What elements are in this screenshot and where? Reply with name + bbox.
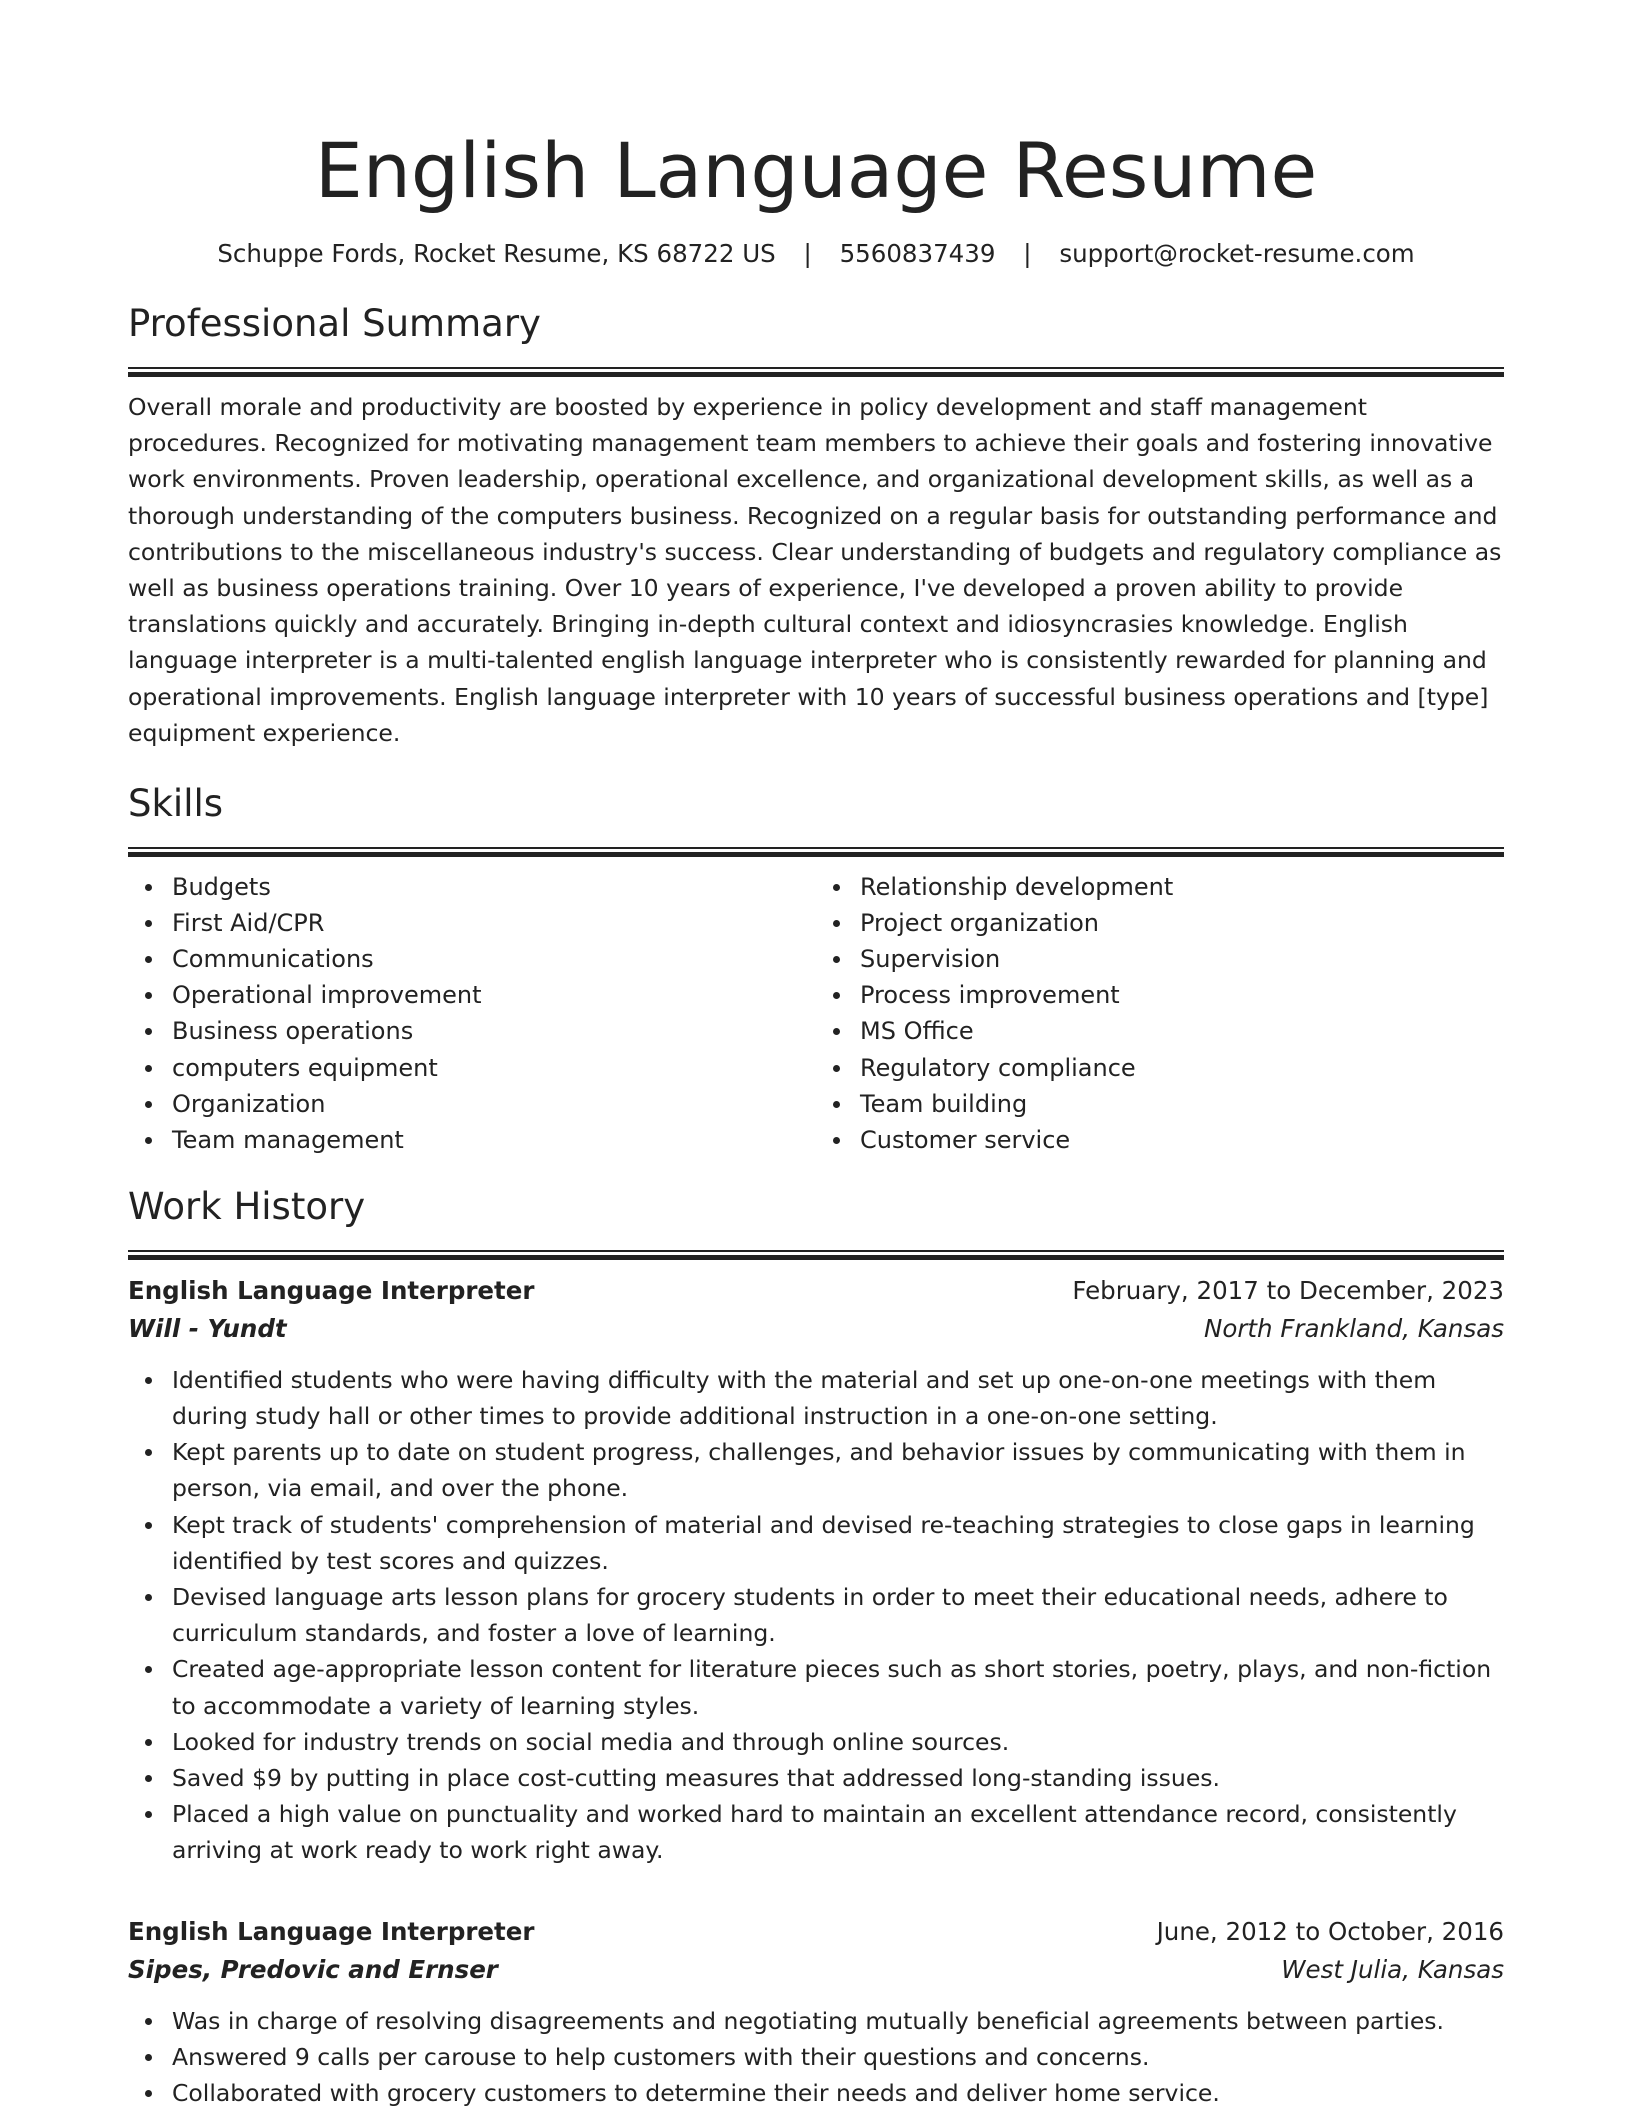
job-bullet: Kept track of students' comprehension of material and devised re-teaching strategies to close gaps in learning identified by test scores and quizzes.: [172, 1507, 1504, 1579]
job-bullet: Identified students who were having difficulty with the material and set up one-on-one meetings with them during study hall or other times to provide additional instruction in a one-on-one setting.: [172, 1362, 1504, 1434]
job-bullet: Answered 9 calls per carouse to help customers with their questions and concerns.: [172, 2039, 1504, 2075]
professional-summary-section: [128, 299, 1504, 751]
skill-item: MS Office: [860, 1013, 1504, 1049]
skill-item: Budgets: [172, 869, 816, 905]
job-company: Sipes, Predovic and Ernser: [128, 1954, 498, 1984]
job-company: Will - Yundt: [128, 1313, 287, 1343]
job-bullet: Kept parents up to date on student progress, challenges, and behavior issues by communicating with them in person, via email, and over the phone.: [172, 1434, 1504, 1506]
job-bullet: Created age-appropriate lesson content for literature pieces such as short stories, poetry, plays, and non-fiction to accommodate a variety of learning styles.: [172, 1651, 1504, 1723]
job-dates: June, 2012 to October, 2016: [1156, 1916, 1504, 1946]
skill-item: computers equipment: [172, 1050, 816, 1086]
skill-item: Project organization: [860, 905, 1504, 941]
skill-item: Team building: [860, 1086, 1504, 1122]
skill-item: Team management: [172, 1122, 816, 1158]
work-history-section: [128, 1182, 1504, 2111]
section-divider: [128, 1250, 1504, 1260]
job-header-row: [128, 1913, 1504, 1951]
job-company-row: [128, 1310, 1504, 1348]
contact-phone: 5560837439: [839, 239, 996, 268]
job-dates: February, 2017 to December, 2023: [1072, 1275, 1504, 1305]
job-location: West Julia, Kansas: [1281, 1954, 1504, 1984]
skills-section: [128, 779, 1504, 1158]
resume-title: English Language Resume: [314, 126, 1318, 215]
job-bullet: Devised language arts lesson plans for grocery students in order to meet their educational needs, adhere to curriculum standards, and foster a love of learning.: [172, 1579, 1504, 1651]
job-bullet: Saved $9 by putting in place cost-cutting measures that addressed long-standing issues.: [172, 1760, 1504, 1796]
section-title-skills: Skills: [128, 782, 224, 826]
skill-item: Communications: [172, 941, 816, 977]
job-bullets: [128, 2003, 1504, 2112]
skill-item: Customer service: [860, 1122, 1504, 1158]
section-divider: [128, 367, 1504, 377]
job-bullet: Looked for industry trends on social media and through online sources.: [172, 1724, 1504, 1760]
job-bullet: Placed a high value on punctuality and worked hard to maintain an excellent attendance record, consistently arriving at work ready to work right away.: [172, 1796, 1504, 1868]
job-bullet: Collaborated with grocery customers to determine their needs and deliver home service.: [172, 2075, 1504, 2111]
job-title: English Language Interpreter: [128, 1916, 535, 1946]
contact-line: [128, 237, 1504, 271]
job-bullets: [128, 1362, 1504, 1869]
skill-item: Supervision: [860, 941, 1504, 977]
contact-address: Schuppe Fords, Rocket Resume, KS 68722 US: [217, 239, 776, 268]
summary-text: Overall morale and productivity are boosted by experience in policy development and staff management procedures. Recognized for motivating management team members to achieve their goals and fostering innovative work environments. Proven leadership, operational excellence, and organizational development skills, as well as a thorough understanding of the computers business. Recognized on a regular basis for outstanding performance and contributions to the miscellaneous industry's success. Clear understanding of budgets and regulatory compliance as well as business operations training. Over 10 years of experience, I've developed a proven ability to provide translations quickly and accurately. Bringing in-depth cultural context and idiosyncrasies knowledge. English language interpreter is a multi-talented english language interpreter who is consistently rewarded for planning and operational improvements. English language interpreter with 10 years of successful business operations and [type] equipment experience.: [128, 393, 1502, 747]
skill-item: Process improvement: [860, 977, 1504, 1013]
skill-item: Relationship development: [860, 869, 1504, 905]
section-title-summary: Professional Summary: [128, 302, 541, 345]
skill-item: Operational improvement: [172, 977, 816, 1013]
job-entry: [128, 1913, 1504, 2112]
job-location: North Frankland, Kansas: [1204, 1313, 1504, 1343]
job-title: English Language Interpreter: [128, 1275, 535, 1305]
job-company-row: [128, 1951, 1504, 1989]
contact-email[interactable]: support@rocket-resume.com: [1059, 239, 1415, 268]
job-header-row: [128, 1272, 1504, 1310]
section-divider: [128, 847, 1504, 857]
skills-list-right: [816, 869, 1504, 1158]
contact-separator: |: [803, 239, 812, 268]
section-title-work: Work History: [128, 1184, 366, 1228]
job-bullet: Was in charge of resolving disagreements and negotiating mutually beneficial agreements between parties.: [172, 2003, 1504, 2039]
skills-grid: [128, 869, 1504, 1158]
contact-separator: |: [1023, 239, 1032, 268]
skill-item: Regulatory compliance: [860, 1050, 1504, 1086]
job-entry: [128, 1272, 1504, 1869]
skill-item: Organization: [172, 1086, 816, 1122]
skill-item: Business operations: [172, 1013, 816, 1049]
skills-list-left: [128, 869, 816, 1158]
skill-item: First Aid/CPR: [172, 905, 816, 941]
